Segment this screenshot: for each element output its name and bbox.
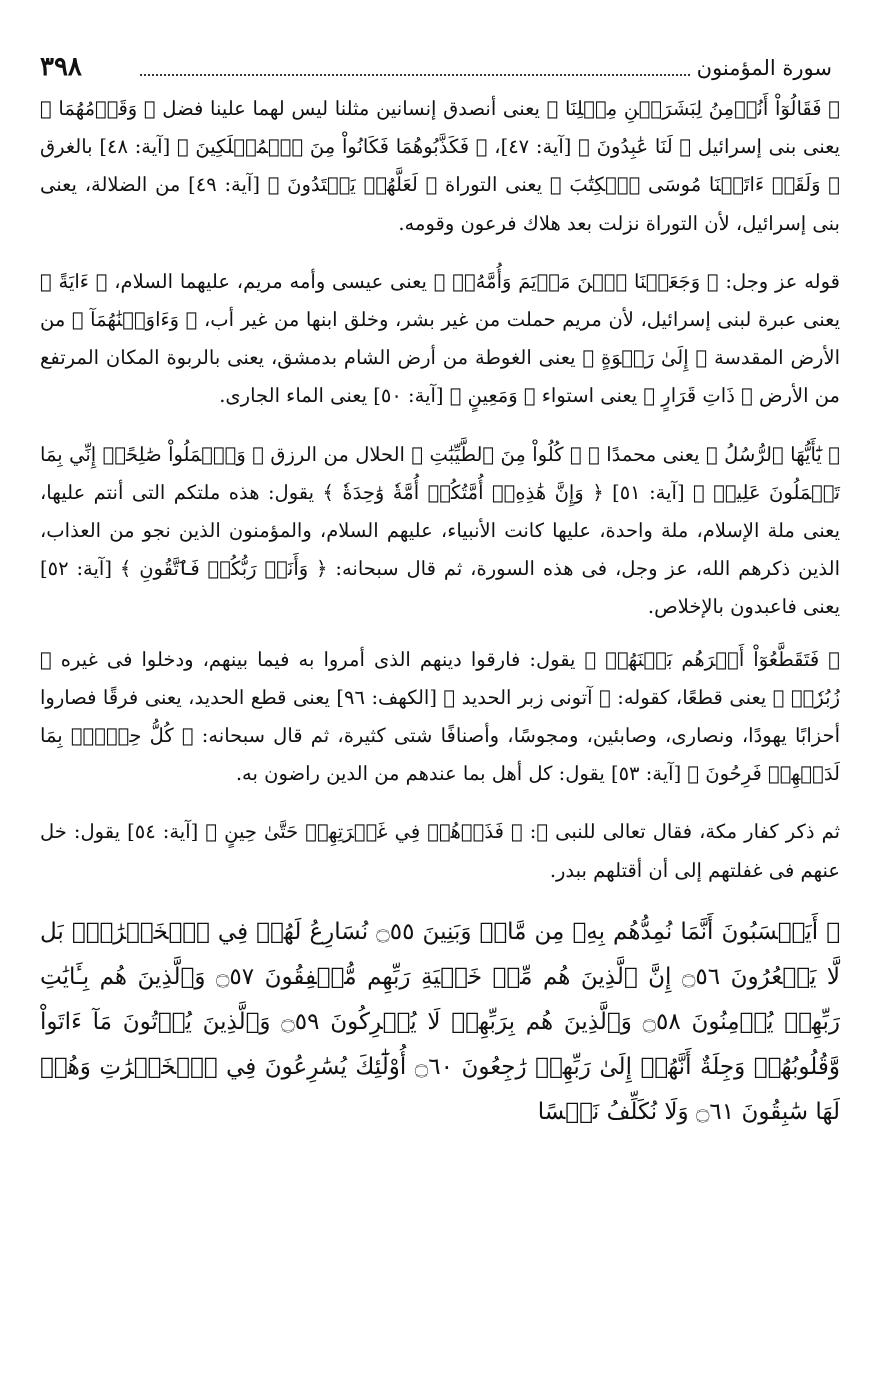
surah-title: سورة المؤمنون [696,56,832,80]
page-number: ٣٩٨ [40,52,82,82]
page-header [40,50,840,90]
commentary-paragraph: ﴿ فَتَقَطَّعُوٓاْ أَمۡرَهُم بَيۡنَهُمۡ ﴾ يقول: فارقوا دينهم الذى أمروا به فيما بينهم، ودخلوا فى غيره ﴿ زُبُرٗاۖ ﴾ يعنى قطعًا، كقوله: ﴿ آتونى زبر الحديد ﴾ [الكهف: ٩٦] يعنى قطع الحديد، يعنى فرقًا فصاروا أحزابًا يهودًا، ونصارى، وصابئين، ومجوسًا، وأصنافًا شتى كثيرة، ثم قال سبحانه: ﴿ كُلُّ حِزۡبِۢ بِمَا لَدَيۡهِمۡ فَرِحُونَ ﴾ [آية: ٥٣] يقول: كل أهل بما عندهم من الدين راضون به. [40,647,840,786]
commentary-paragraph: قوله عز وجل: ﴿ وَجَعَلۡنَا ٱبۡنَ مَرۡيَمَ وَأُمَّهُۥٓ ﴾ يعنى عيسى وأمه مريم، عليهما السلام، ﴿ ءَايَةً ﴾ يعنى عبرة لبنى إسرائيل، لأن مريم حملت من غير بشر، وخلق ابنها من غير أب، ﴿ وَءَاوَيۡنَٰهُمَآ ﴾ من الأرض المقدسة ﴿ إِلَىٰ رَبۡوَةٍ ﴾ يعنى الغوطة من أرض الشام بدمشق، يعنى بالربوة المكان المرتفع من الأرض ﴿ ذَاتِ قَرَارٍ ﴾ يعنى استواء ﴿ وَمَعِينٍ ﴾ [آية: ٥٠] يعنى الماء الجارى. [40,269,840,408]
commentary-paragraph: ﴿ فَقَالُوٓاْ أَنُؤۡمِنُ لِبَشَرَيۡنِ مِثۡلِنَا ﴾ يعنى أنصدق إنسانين مثلنا ليس لهما علينا فضل ﴿ وَقَوۡمُهُمَا ﴾ يعنى بنى إسرائيل ﴿ لَنَا عَٰبِدُونَ ﴾ [آية: ٤٧]، ﴿ فَكَذَّبُوهُمَا فَكَانُواْ مِنَ ٱلۡمُهۡلَكِينَ ﴾ [آية: ٤٨] بالغرق ﴿ وَلَقَدۡ ءَاتَيۡنَا مُوسَى ٱلۡكِتَٰبَ ﴾ يعنى التوراة ﴿ لَعَلَّهُمۡ يَهۡتَدُونَ ﴾ [آية: ٤٩] من الضلالة، يعنى بنى إسرائيل، لأن التوراة نزلت بعد هلاك فرعون وقومه. [40,97,840,235]
quran-verses-block: ﴿ أَيَحۡسَبُونَ أَنَّمَا نُمِدُّهُم بِهِۦ مِن مَّالٖ وَبَنِينَ ۝٥٥ نُسَارِعُ لَهُمۡ فِي ٱلۡخَيۡرَٰتِۚ بَل لَّا يَشۡعُرُونَ ۝٥٦ إِنَّ ٱلَّذِينَ هُم مِّنۡ خَشۡيَةِ رَبِّهِم مُّشۡفِقُونَ ۝٥٧ وَٱلَّذِينَ هُم بِـَٔايَٰتِ رَبِّهِمۡ يُؤۡمِنُونَ ۝٥٨ وَٱلَّذِينَ هُم بِرَبِّهِمۡ لَا يُشۡرِكُونَ ۝٥٩ وَٱلَّذِينَ يُؤۡتُونَ مَآ ءَاتَواْ وَّقُلُوبُهُمۡ وَجِلَةٌ أَنَّهُمۡ إِلَىٰ رَبِّهِمۡ رَٰجِعُونَ ۝٦٠ أُوْلَٰٓئِكَ يُسَٰرِعُونَ فِي ٱلۡخَيۡرَٰتِ وَهُمۡ لَهَا سَٰبِقُونَ ۝٦١ وَلَا نُكَلِّفُ نَفۡسًا [40,918,841,1125]
commentary-paragraph: ثم ذكر كفار مكة، فقال تعالى للنبى ﷺ: ﴿ فَذَرۡهُمۡ فِي غَمۡرَتِهِمۡ حَتَّىٰ حِينٍ ﴾ [آية: ٥٤] يقول: خل عنهم فى غفلتهم إلى أن أقتلهم ببدر. [40,820,840,882]
commentary-paragraph: ﴿ يَٰٓأَيُّهَا ٱلرُّسُلُ ﴾ يعنى محمدًا ﷺ ﴿ كُلُواْ مِنَ ٱلطَّيِّبَٰتِ ﴾ الحلال من الرزق ﴿ وَٱعۡمَلُواْ صَٰلِحًاۖ إِنِّي بِمَا تَعۡمَلُونَ عَلِيمٞ ﴾ [آية: ٥١] ﴿ وَإِنَّ هَٰذِهِۦٓ أُمَّتُكُمۡ أُمَّةٗ وَٰحِدَةٗ ﴾ يقول: هذه ملتكم التى أنتم عليها، يعنى ملة الإسلام، ملة واحدة، عليها كانت الأنبياء، عليهم السلام، والمؤمنون الذين نجو من العذاب، الذين ذكرهم الله، عز وجل، فى هذه السورة، ثم قال سبحانه: ﴿ وَأَنَا۠ رَبُّكُمۡ فَٱتَّقُونِ ﴾ [آية: ٥٢] يعنى فاعبدون بالإخلاص. [40,442,840,619]
book-page [40,50,840,1362]
header-dotted-leader [140,74,690,76]
